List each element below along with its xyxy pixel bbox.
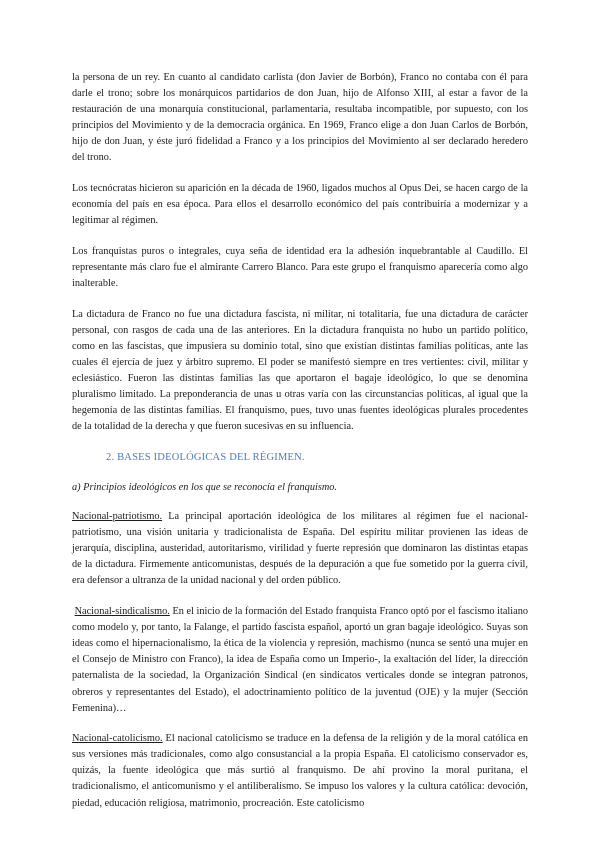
section-heading: 2. BASES IDEOLÓGICAS DEL RÉGIMEN. (106, 451, 305, 463)
text-nacional-catolicismo: El nacional catolicismo se traduce en la defensa de la religión y de la moral católica en sus versiones más tradicionales, como algo consustancial a la propia España. El catolicismo conservador es, quizás, la fuente ideológica que más surtió al franquismo. De ahí provino la moral puritana, el tradicionalismo, el anticomunismo y el antiliberalismo. Se impuso los valores y la cultura católica: devoción, piedad, educación religiosa, matrimonio, procreación. Este catolicismo (72, 733, 528, 809)
item-nacional-sindicalismo (72, 604, 528, 717)
item-nacional-patriotismo (72, 509, 528, 589)
term-nacional-sindicalismo: Nacional-sindicalismo. (74, 606, 170, 618)
section-subheading: a) Principios ideológicos en los que se reconocía el franquismo. (72, 481, 338, 493)
paragraph-dictatorship-nature: La dictadura de Franco no fue una dictadura fascista, ni militar, ni totalitaria, fue una dictadura de carácter personal, con rasgos de cada una de las anteriores. En la dictadura franquista no hubo un partido político, como en las fascistas, que impusiera su dominio total, sino que existían distintas familias políticas, ante las cuales él ejercía de juez y árbitro supremo. El poder se manifestó siempre en tres vertientes: civil, militar y eclesiástico. Fueron las distintas familias las que aportaron el bagaje ideológico, lo que se denomina pluralismo limitado. La preponderancia de unas u otras varía con las circunstancias políticas, al igual que la hegemonía de las distintas familias. El franquismo, pues, tuvo unas fuentes ideológicas plurales procedentes de la totalidad de la derecha y que fueron sucesivas en su influencia. (72, 308, 528, 433)
document-page (72, 70, 528, 826)
item-nacional-catolicismo (72, 731, 528, 811)
paragraph-pure-francoists: Los franquistas puros o integrales, cuya seña de identidad era la adhesión inquebrantable al Caudillo. El representante más claro fue el almirante Carrero Blanco. Para este grupo el franquismo aparecería como algo inalterable. (72, 245, 528, 290)
term-nacional-patriotismo: Nacional-patriotismo. (72, 511, 163, 523)
term-nacional-catolicismo: Nacional-catolicismo. (72, 733, 163, 745)
paragraph-technocrats: Los tecnócratas hicieron su aparición en la década de 1960, ligados muchos al Opus Dei, se hacen cargo de la economía del país en esa época. Para ellos el desarrollo económico del país contribuiría a modernizar y a legitimar al régimen. (72, 183, 528, 227)
text-nacional-sindicalismo: En el inicio de la formación del Estado franquista Franco optó por el fascismo italiano como modelo y, por tanto, la Falange, el partido fascista español, aportó un gran bagaje ideológico. Suyas son ideas como el hipernacionalismo, la ética de la violencia y represión, machismo (nunca se sentó una mujer en el Consejo de Ministro con Franco), la idea de España como un Imperio-, la exaltación del líder, la dirección paternalista de la sociedad, la Organización Sindical (en sindicatos verticales donde se integran patronos, obreros y representantes del Estado), el adoctrinamiento político de la juventud (OJE) y la mujer (Sección Femenina)… (72, 606, 528, 714)
text-nacional-patriotismo: La principal aportación ideológica de los militares al régimen fue el nacional-patriotismo, una visión unitaria y tradicionalista de España. Del espíritu militar provienen las ideas de jerarquía, disciplina, austeridad, autoritarismo, virilidad y fuerte represión que dominaron las distintas etapas de la dictadura. Firmemente anticomunistas, después de la depuración a que fue sometido por la guerra civil, era defensor a ultranza de la unidad nacional y del orden público. (72, 511, 528, 587)
paragraph-monarchy: la persona de un rey. En cuanto al candidato carlista (don Javier de Borbón), Franco no contaba con él para darle el trono; sobre los monárquicos partidarios de don Juan, hijo de Alfonso XIII, al estar a favor de la restauración de una monarquía constitucional, parlamentaria, resultaba incompatible, por supuesto, con los principios del Movimiento y de la democracia orgánica. En 1969, Franco elige a don Juan Carlos de Borbón, hijo de don Juan, y éste juró fidelidad a Franco y a los principios del Movimiento al ser declarado heredero del trono. (72, 72, 528, 164)
